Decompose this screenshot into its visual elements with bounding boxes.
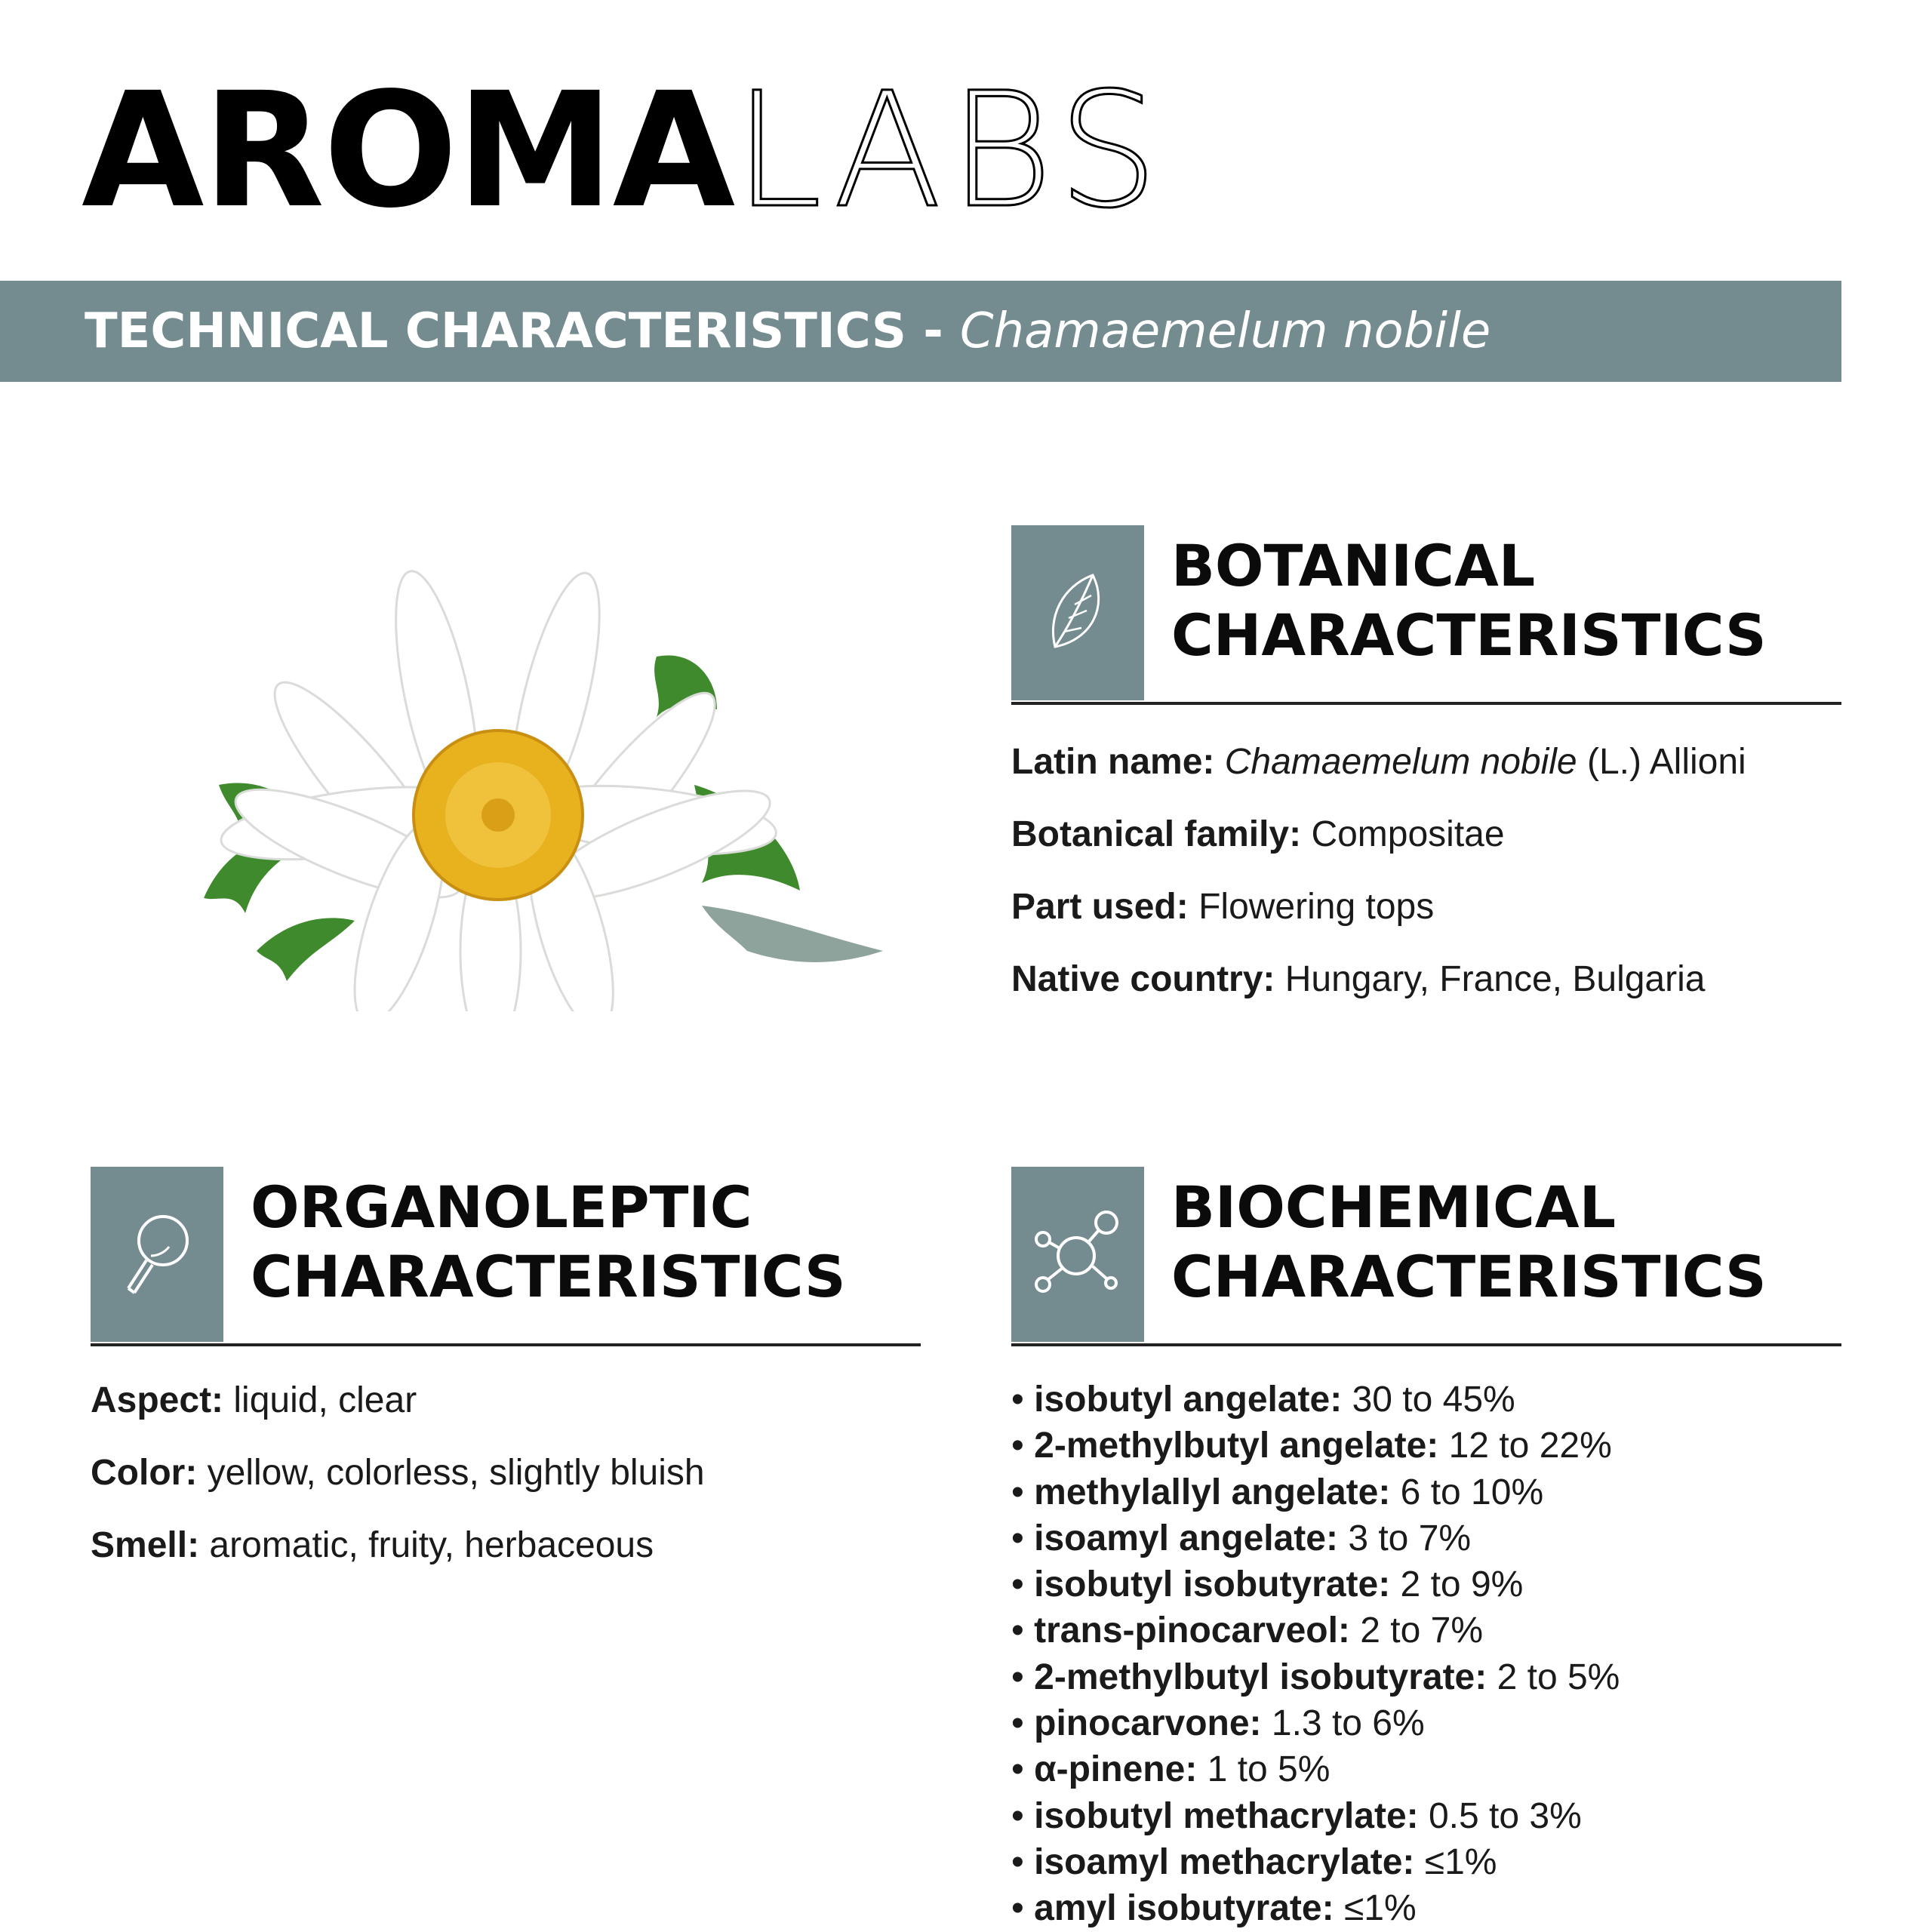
chamomile-flower-image: [174, 558, 898, 1011]
magnifier-icon: [119, 1209, 195, 1300]
logo-bold-text: AROMA: [82, 58, 734, 243]
list-item: • α-pinene: 1 to 5%: [1011, 1749, 1331, 1790]
aspect-row: Aspect: liquid, clear: [91, 1380, 417, 1420]
botanical-icon-box: [1011, 525, 1144, 700]
page-title-banner: [0, 281, 1841, 382]
organoleptic-details: [91, 1364, 705, 1582]
list-item: • amyl isobutyrate: ≤1%: [1011, 1888, 1417, 1929]
logo-light-text: LABS: [734, 58, 1166, 243]
molecule-icon: [1032, 1209, 1123, 1300]
color-row: Color: yellow, colorless, slightly bluish: [91, 1453, 705, 1493]
page-title: TECHNICAL CHARACTERISTICS -: [85, 303, 943, 359]
botanical-family-row: Botanical family: Compositae: [1011, 814, 1505, 854]
smell-row: Smell: aromatic, fruity, herbaceous: [91, 1525, 654, 1565]
list-item: • isobutyl angelate: 30 to 45%: [1011, 1380, 1515, 1420]
botanical-section-header: [1011, 525, 1841, 705]
biochemical-section-header: [1011, 1167, 1841, 1346]
latin-name-row: Latin name: Chamaemelum nobile (L.) Allioni: [1011, 742, 1746, 782]
biochemical-title: BIOCHEMICAL CHARACTERISTICS: [1171, 1174, 1767, 1310]
list-item: • isobutyl methacrylate: 0.5 to 3%: [1011, 1795, 1582, 1836]
list-item: • 2-methylbutyl angelate: 12 to 22%: [1011, 1426, 1612, 1466]
botanical-title: BOTANICAL CHARACTERISTICS: [1171, 532, 1767, 669]
list-item: • 2-methylbutyl isobutyrate: 2 to 5%: [1011, 1657, 1620, 1697]
list-item: • methylallyl angelate: 6 to 10%: [1011, 1472, 1544, 1512]
list-item: • isoamyl methacrylate: ≤1%: [1011, 1841, 1497, 1882]
organoleptic-title: ORGANOLEPTIC CHARACTERISTICS: [251, 1174, 846, 1310]
species-name: Chamaemelum nobile: [959, 303, 1491, 359]
botanical-details: [1011, 726, 1746, 1016]
list-item: • isoamyl angelate: 3 to 7%: [1011, 1518, 1472, 1558]
leaf-icon: [1048, 571, 1108, 654]
list-item: • trans-pinocarveol: 2 to 7%: [1011, 1611, 1484, 1651]
biochemical-list: [1011, 1377, 1620, 1932]
list-item: • isobutyl isobutyrate: 2 to 9%: [1011, 1564, 1524, 1605]
part-used-row: Part used: Flowering tops: [1011, 887, 1435, 927]
list-item: • pinocarvone: 1.3 to 6%: [1011, 1703, 1425, 1744]
biochemical-icon-box: [1011, 1167, 1144, 1342]
native-country-row: Native country: Hungary, France, Bulgaria: [1011, 959, 1706, 999]
brand-logo: [82, 58, 1166, 243]
organoleptic-icon-box: [91, 1167, 223, 1342]
organoleptic-section-header: [91, 1167, 921, 1346]
